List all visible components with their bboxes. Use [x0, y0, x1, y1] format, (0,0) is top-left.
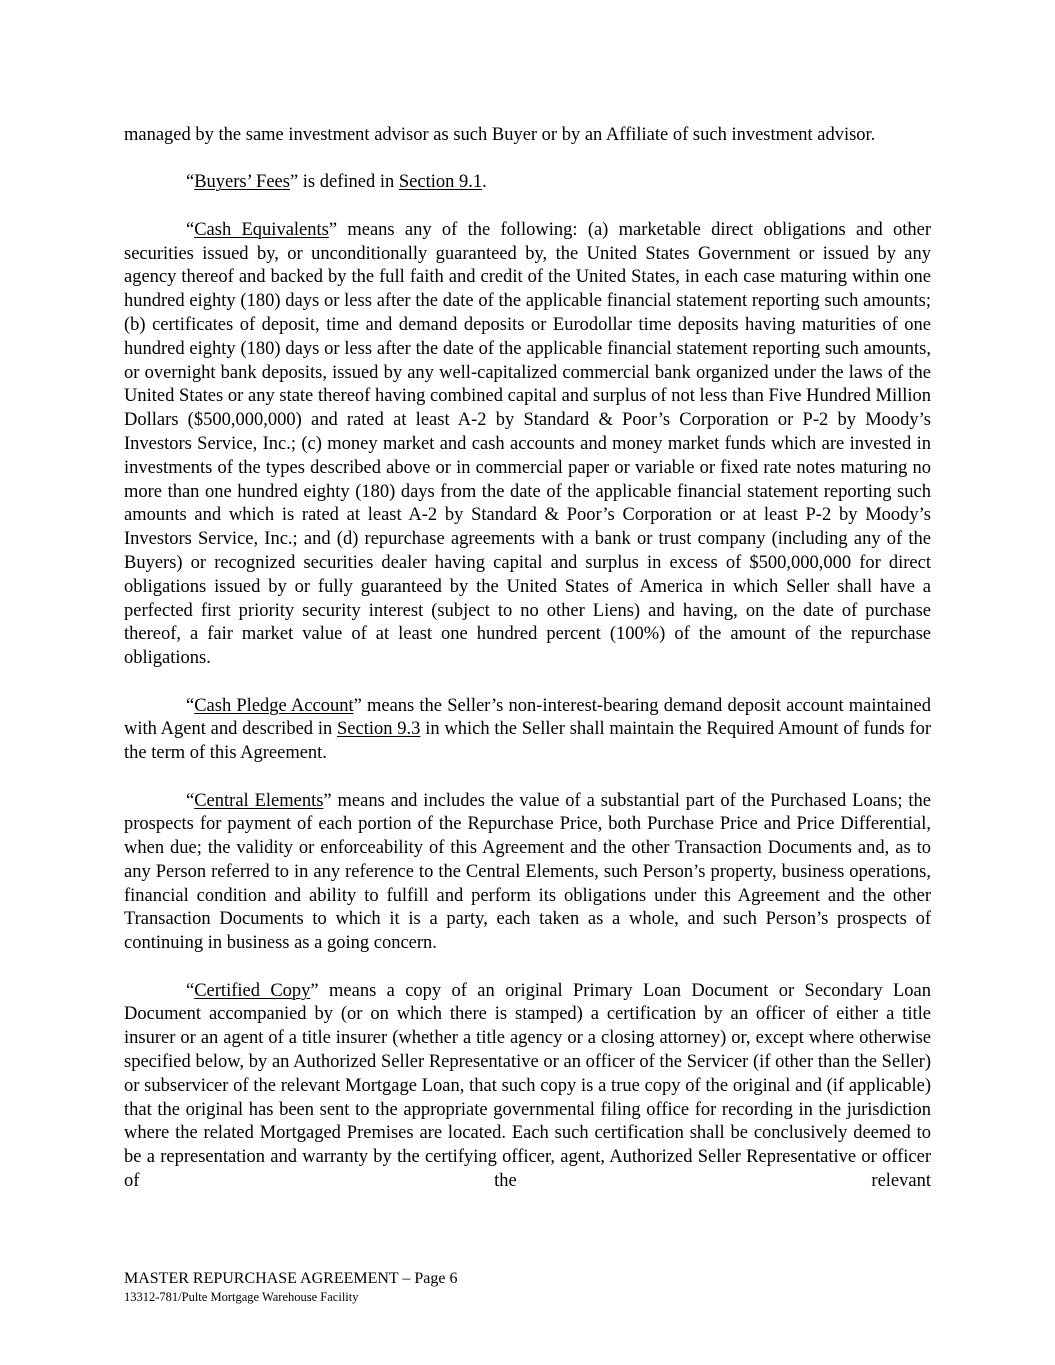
definition-text-end: in which the Seller shall maintain the Required Amount of funds for the term of this Agreement.: [124, 719, 931, 764]
defined-term: Cash Pledge Account: [194, 695, 354, 716]
close-quote: ”: [310, 980, 319, 1001]
open-quote: “: [186, 790, 195, 811]
definition-text: is defined in: [298, 172, 399, 193]
definition-text-end: .: [482, 172, 487, 193]
defined-term: Central Elements: [194, 790, 324, 811]
definition-cash-pledge-account: [124, 695, 931, 766]
definition-certified-copy: [124, 980, 931, 1194]
section-reference: Section 9.3: [337, 719, 421, 740]
close-quote: ”: [353, 695, 362, 716]
section-reference: Section 9.1: [398, 172, 483, 193]
close-quote: ”: [323, 790, 332, 811]
open-quote: “: [186, 695, 195, 716]
open-quote: “: [186, 219, 195, 240]
open-quote: “: [186, 980, 195, 1001]
definition-central-elements: [124, 790, 931, 957]
definition-text: means and includes the value of a substantial part of the Purchased Loans; the prospects for payment of each portion of the Repurchase Price, both Purchase Price and Price Differential, when due; the validity or enforceability of this Agreement and the other Transaction Documents and, as to any Person referred to in any reference to the Central Elements, such Person’s property, business operations, financial condition and ability to fulfill and perform its obligations under this Agreement and the other Transaction Documents to which it is a party, each taken as a whole, and such Person’s prospects of continuing in business as a going concern.: [124, 790, 931, 954]
document-page: [124, 124, 931, 1194]
continuation-paragraph: managed by the same investment advisor as such Buyer or by an Affiliate of such investment advisor.: [124, 125, 876, 145]
footer-doc-id: 13312-781/Pulte Mortgage Warehouse Facility: [124, 1290, 359, 1304]
defined-term: Cash Equivalents: [194, 219, 329, 240]
definition-text: means a copy of an original Primary Loan Document or Secondary Loan Document accompanied by (or on which there is stamped) a certification by an officer of either a title insurer or an agent of a title insurer (whether a title agency or a closing attorney) or, except where otherwise specified below, by an Authorized Seller Representative or an officer of the Servicer (if other than the Seller) or subservicer of the relevant Mortgage Loan, that such copy is a true copy of the original and (if applicable) that the original has been sent to the appropriate governmental filing office for recording in the jurisdiction where the related Mortgaged Premises are located. Each such certification shall be conclusively deemed to be a representation and warranty by the certifying officer, agent, Authorized Seller Representative or officer of the relevant: [124, 980, 931, 1192]
defined-term: Certified Copy: [194, 980, 311, 1001]
definition-buyers-fees: [124, 171, 931, 195]
definition-cash-equivalents: [124, 219, 931, 671]
open-quote: “: [186, 172, 195, 193]
footer-title: MASTER REPURCHASE AGREEMENT – Page 6: [124, 1270, 458, 1287]
close-quote: ”: [328, 219, 338, 240]
close-quote: ”: [289, 172, 299, 193]
page-footer: [124, 1269, 458, 1305]
defined-term: Buyers’ Fees: [194, 172, 290, 193]
definition-text: means the Seller’s non-interest-bearing demand deposit account maintained with Agent and described in: [124, 695, 931, 740]
definition-text: means any of the following: (a) marketable direct obligations and other securities issued by, or unconditionally guaranteed by, the United States Government or issued by any agency thereof and backed by the full faith and credit of the United States, in each case maturing within one hundred eighty (180) days or less after the date of the applicable financial statement reporting such amounts; (b) certificates of deposit, time and demand deposits or Eurodollar time deposits having maturities of one hundred eighty (180) days or less after the date of the applicable financial statement reporting such amounts, or overnight bank deposits, issued by any well-capitalized commercial bank organized under the laws of the United States or any state thereof having combined capital and surplus of not less than Five Hundred Million Dollars ($500,000,000) and rated at least A-2 by Standard & Poor’s Corporation or P-2 by Moody’s Investors Service, Inc.; (c) money market and cash accounts and money market funds which are invested in investments of the types described above or in commercial paper or variable or fixed rate notes maturing no more than one hundred eighty (180) days from the date of the applicable financial statement reporting such amounts and which is rated at least A-2 by Standard & Poor’s Corporation or at least P-2 by Moody’s Investors Service, Inc.; and (d) repurchase agreements with a bank or trust company (including any of the Buyers) or recognized securities dealer having capital and surplus in excess of $500,000,000 for direct obligations issued by or fully guaranteed by the United States of America in which Seller shall have a perfected first priority security interest (subject to no other Liens) and having, on the date of purchase thereof, a fair market value of at least one hundred percent (100%) of the amount of the repurchase obligations.: [124, 219, 931, 669]
